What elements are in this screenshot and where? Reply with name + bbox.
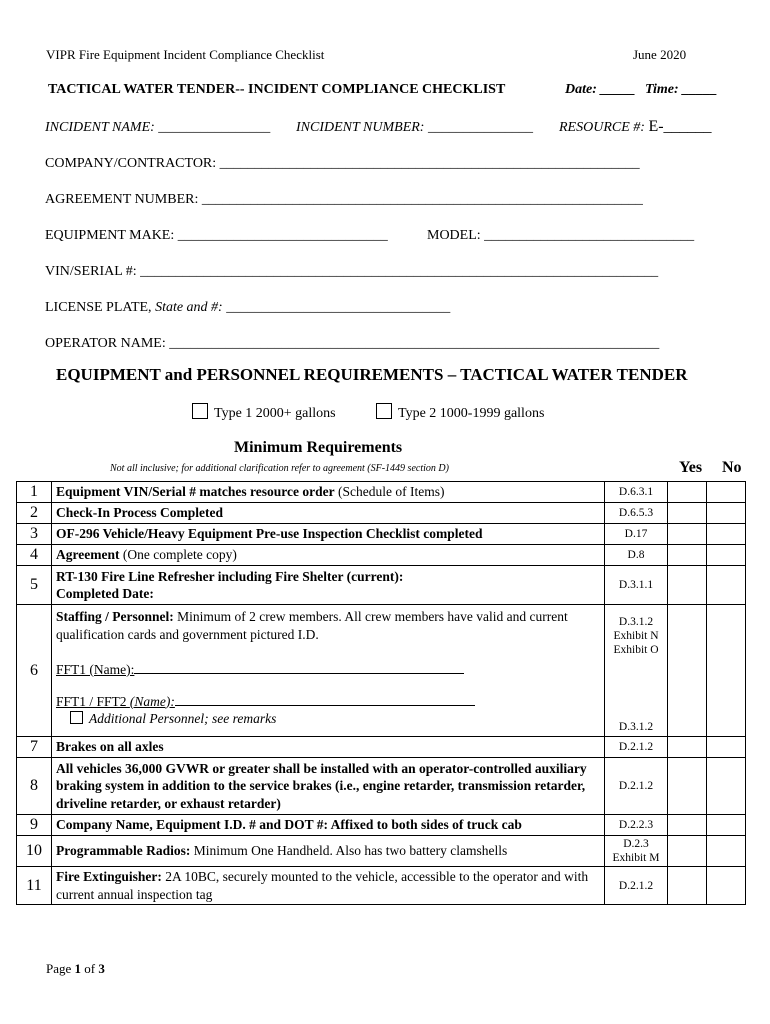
row-description: Agreement (One complete copy)	[52, 545, 605, 566]
yes-cell[interactable]	[668, 836, 707, 867]
type2-option[interactable]	[376, 403, 544, 422]
no-cell[interactable]	[707, 545, 746, 566]
incident-number-field[interactable]: INCIDENT NUMBER: _______________	[296, 120, 533, 135]
license-state-label: State and #:	[155, 300, 223, 315]
additional-personnel-option[interactable]: Additional Personnel; see remarks	[56, 710, 600, 728]
table-row	[17, 836, 746, 867]
yes-cell[interactable]	[668, 605, 707, 737]
yes-cell[interactable]	[668, 737, 707, 758]
yes-cell[interactable]	[668, 758, 707, 815]
company-contractor-field[interactable]: COMPANY/CONTRACTOR: ____________________________________________________________	[45, 156, 640, 171]
yes-cell[interactable]	[668, 566, 707, 605]
row-description: Staffing / Personnel: Minimum of 2 crew members. All crew members have valid and current qualification cards and government pictured I.D. FFT1 (Name): FFT1 / FFT2 (Name): Additional Personnel; see remarks	[52, 605, 605, 737]
requirements-table	[16, 481, 746, 905]
row-reference: D.2.2.3	[605, 815, 668, 836]
row-reference: D.8	[605, 545, 668, 566]
additional-personnel-checkbox[interactable]	[70, 711, 83, 724]
model-field[interactable]: MODEL: ______________________________	[427, 228, 695, 243]
yes-cell[interactable]	[668, 815, 707, 836]
resource-label: RESOURCE #:	[559, 120, 649, 135]
no-cell[interactable]	[707, 867, 746, 905]
row-reference: D.3.1.1	[605, 566, 668, 605]
table-row	[17, 737, 746, 758]
date-field[interactable]: Date: _____	[565, 82, 636, 97]
yes-cell[interactable]	[668, 867, 707, 905]
yes-cell[interactable]	[668, 503, 707, 524]
table-row	[17, 566, 746, 605]
requirements-note: Not all inclusive; for additional clarification refer to agreement (SF-1449 section D)	[110, 463, 449, 474]
resource-field[interactable]	[559, 118, 712, 136]
section-heading: EQUIPMENT and PERSONNEL REQUIREMENTS – TACTICAL WATER TENDER	[56, 365, 688, 384]
row-description: Brakes on all axles	[52, 737, 605, 758]
type2-label: Type 2 1000-1999 gallons	[398, 406, 545, 421]
yes-column-header: Yes	[679, 459, 703, 476]
license-line: ________________________________	[222, 300, 451, 315]
row-reference: D.17	[605, 524, 668, 545]
row-description: Check-In Process Completed	[52, 503, 605, 524]
row-number: 8	[17, 758, 52, 815]
row-number: 4	[17, 545, 52, 566]
type1-option[interactable]	[192, 403, 336, 422]
document-header-date: June 2020	[633, 47, 687, 62]
row-reference: D.2.1.2	[605, 867, 668, 905]
no-cell[interactable]	[707, 503, 746, 524]
no-cell[interactable]	[707, 524, 746, 545]
agreement-number-field[interactable]: AGREEMENT NUMBER: _______________________________________________________________	[45, 192, 643, 207]
row-description: All vehicles 36,000 GVWR or greater shall be installed with an operator-controlled auxiliary braking system in addition to the service brakes (i.e., engine retarder, transmission retarder, driveline retarder, or exhaust retarder)	[52, 758, 605, 815]
table-row	[17, 758, 746, 815]
fft1-name-field[interactable]: FFT1 (Name):	[56, 661, 600, 679]
equipment-make-field[interactable]: EQUIPMENT MAKE: ______________________________	[45, 228, 388, 243]
no-cell[interactable]	[707, 815, 746, 836]
row-number: 9	[17, 815, 52, 836]
no-cell[interactable]	[707, 737, 746, 758]
time-field[interactable]: Time: _____	[645, 82, 718, 97]
resource-value: E-______	[648, 118, 712, 135]
row-number: 11	[17, 867, 52, 905]
incident-name-field[interactable]: INCIDENT NAME: ________________	[45, 120, 271, 135]
row-description: Programmable Radios: Minimum One Handheld. Also has two battery clamshells	[52, 836, 605, 867]
row-number: 3	[17, 524, 52, 545]
row-description: RT-130 Fire Line Refresher including Fire Shelter (current): Completed Date:	[52, 566, 605, 605]
license-plate-field[interactable]	[45, 300, 450, 316]
yes-cell[interactable]	[668, 545, 707, 566]
yes-cell[interactable]	[668, 482, 707, 503]
row-reference: D.2.3 Exhibit M	[605, 836, 668, 867]
row-reference: D.3.1.2 Exhibit N Exhibit O D.3.1.2	[605, 605, 668, 737]
table-row	[17, 482, 746, 503]
page-number: Page 1 of 3	[46, 961, 105, 976]
row-number: 5	[17, 566, 52, 605]
table-row	[17, 605, 746, 737]
no-cell[interactable]	[707, 758, 746, 815]
minimum-requirements-heading: Minimum Requirements	[234, 439, 403, 456]
no-cell[interactable]	[707, 566, 746, 605]
vin-serial-field[interactable]: VIN/SERIAL #: __________________________________________________________________________	[45, 264, 659, 279]
row-reference: D.6.5.3	[605, 503, 668, 524]
type1-checkbox[interactable]	[192, 403, 208, 419]
no-cell[interactable]	[707, 836, 746, 867]
operator-name-field[interactable]: OPERATOR NAME: ______________________________________________________________________	[45, 336, 660, 351]
table-row	[17, 867, 746, 905]
row-description: Company Name, Equipment I.D. # and DOT #: Affixed to both sides of truck cab	[52, 815, 605, 836]
type2-checkbox[interactable]	[376, 403, 392, 419]
no-cell[interactable]	[707, 482, 746, 503]
row-number: 2	[17, 503, 52, 524]
row-description: Equipment VIN/Serial # matches resource order (Schedule of Items)	[52, 482, 605, 503]
table-row	[17, 503, 746, 524]
row-reference: D.2.1.2	[605, 737, 668, 758]
row-number: 6	[17, 605, 52, 737]
type1-label: Type 1 2000+ gallons	[214, 406, 336, 421]
table-row	[17, 524, 746, 545]
document-header-title: VIPR Fire Equipment Incident Compliance Checklist	[46, 47, 325, 62]
no-cell[interactable]	[707, 605, 746, 737]
table-row	[17, 545, 746, 566]
row-number: 7	[17, 737, 52, 758]
fft2-name-field[interactable]: FFT1 / FFT2 (Name):	[56, 693, 600, 711]
no-column-header: No	[722, 459, 742, 476]
row-description: OF-296 Vehicle/Heavy Equipment Pre-use Inspection Checklist completed	[52, 524, 605, 545]
row-reference: D.2.1.2	[605, 758, 668, 815]
row-number: 10	[17, 836, 52, 867]
checklist-title: TACTICAL WATER TENDER-- INCIDENT COMPLIANCE CHECKLIST	[48, 82, 506, 97]
license-label: LICENSE PLATE,	[45, 300, 156, 315]
row-description: Fire Extinguisher: 2A 10BC, securely mounted to the vehicle, accessible to the operator and with current annual inspection tag	[52, 867, 605, 905]
row-number: 1	[17, 482, 52, 503]
row-reference: D.6.3.1	[605, 482, 668, 503]
yes-cell[interactable]	[668, 524, 707, 545]
table-row	[17, 815, 746, 836]
